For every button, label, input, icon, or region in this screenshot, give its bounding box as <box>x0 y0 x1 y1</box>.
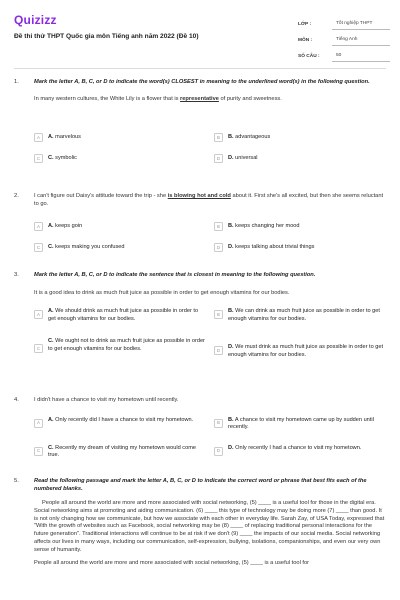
worksheet-meta <box>298 14 390 62</box>
option-a[interactable] <box>34 133 206 142</box>
option-grid <box>34 133 386 163</box>
option-letter-box: D <box>214 346 223 355</box>
option-letter-box: A <box>34 310 43 319</box>
option-grid <box>34 307 386 359</box>
option-text: Only recently I had a chance to visit my hometown. <box>235 444 362 451</box>
option-text: We should drink as much fruit juice as possible in order to get enough vitamins for our bodies. <box>48 308 199 322</box>
option-text: advantageous <box>235 134 271 141</box>
option-letter-box: B <box>214 310 223 319</box>
option-letter-box: B <box>214 419 223 428</box>
option-text: marvelous <box>55 134 81 141</box>
option-grid <box>34 416 386 460</box>
option-text: We can drink as much fruit juice as possible in order to get enough vitamins for our bodies. <box>228 308 380 322</box>
option-letter-box: A <box>34 419 43 428</box>
option-letter-box: C <box>34 154 43 163</box>
option-letter-box: B <box>214 133 223 142</box>
option-text: symbolic <box>55 155 77 162</box>
option-text: Only recently did I have a chance to visit my hometown. <box>55 416 194 423</box>
question-number: 5. <box>14 478 19 484</box>
meta-key: SỐ CÂU : <box>298 53 320 59</box>
stem-text: about it. First she's all excited, but then she seems reluctant to go. <box>34 193 384 207</box>
option-letter-box: C <box>34 344 43 353</box>
option-letter-box: C <box>34 447 43 456</box>
meta-value: Tiếng Anh <box>332 37 390 46</box>
option-a[interactable] <box>34 307 206 323</box>
option-d[interactable] <box>214 337 386 359</box>
option-c[interactable] <box>34 154 206 163</box>
meta-value: 50 <box>332 53 390 62</box>
question-stem <box>34 96 386 104</box>
option-letter-box: D <box>214 243 223 252</box>
option-c[interactable] <box>34 243 206 252</box>
option-b[interactable] <box>214 307 386 323</box>
underlined-phrase: is blowing hot and cold <box>167 193 231 199</box>
reading-passage <box>34 500 386 568</box>
option-label: B. <box>228 416 234 423</box>
option-a[interactable] <box>34 222 206 231</box>
option-text: keeps goin <box>55 223 83 230</box>
option-label: A. <box>48 223 54 230</box>
option-label: D. <box>228 344 234 351</box>
stem-text: of purity and sweetness. <box>218 95 282 102</box>
option-c[interactable] <box>34 444 206 460</box>
option-label: C. <box>48 338 54 345</box>
option-text: We ought not to drink as much fruit juice as possible in order to get enough vitamins for our bodies. <box>48 338 205 353</box>
option-label: A. <box>48 416 54 423</box>
worksheet-header <box>0 0 400 66</box>
question-number: 1. <box>14 79 19 85</box>
option-label: B. <box>228 223 234 230</box>
option-text: keeps talking about trivial things <box>235 244 315 251</box>
meta-row-count <box>298 46 390 62</box>
option-text: We must drink as much fruit juice as possible in order to get enough vitamins for our bodies. <box>228 344 384 359</box>
question-1 <box>14 79 386 163</box>
option-d[interactable] <box>214 444 386 460</box>
meta-row-subject <box>298 30 390 46</box>
underlined-phrase: representative <box>180 95 219 102</box>
meta-row-class <box>298 14 390 30</box>
worksheet-title: Đề thi thử THPT Quốc gia môn Tiếng anh năm 2022 (Đề 10) <box>14 33 199 40</box>
quizizz-logo: Quizizz <box>14 13 57 27</box>
question-2 <box>14 193 386 252</box>
option-d[interactable] <box>214 243 386 252</box>
option-text: universal <box>235 155 258 162</box>
option-b[interactable] <box>214 133 386 142</box>
question-instruction: Read the following passage and mark the letter A, B, C, or D to indicate the correct word or phrase that best fits each of the numbered blanks. <box>34 478 367 492</box>
option-label: D. <box>228 444 234 451</box>
option-label: C. <box>48 155 54 162</box>
option-b[interactable] <box>214 416 386 432</box>
option-letter-box: B <box>214 222 223 231</box>
option-d[interactable] <box>214 154 386 163</box>
option-text: keeps making you confused <box>55 244 125 251</box>
option-b[interactable] <box>214 222 386 231</box>
option-label: A. <box>48 308 54 315</box>
option-label: B. <box>228 308 234 315</box>
option-a[interactable] <box>34 416 206 432</box>
question-stem: It is a good idea to drink as much fruit juice as possible in order to get enough vitamins for our bodies. <box>34 289 290 296</box>
passage-paragraph: People all around the world are more and more associated with social networking, (5) ____ is a useful tool for <box>34 560 310 567</box>
passage-paragraph: People all around the world are more and more associated with social networking, (5) ____ is a useful tool for those in the digital era. Social networking aims at promoting and aiding communication. (6) ____ this type of technology may be doing more (7) ____ than good. It is not only changing how we communicate, but how we associate with each other in everyday life. Sarah Zay, of USA Today, expressed that "With the growth of websites such as Facebook, social networking may be (8) ____ of replacing traditional personal interactions for the future generation". Traditional interactions will continue to be at risk if we don't (9) ____ the impacts of our social media. Social networking affects our lives in many ways, including our communication, self-expression, bullying, isolations, companionships, and even our very own sense of humanity. <box>34 500 385 553</box>
question-5 <box>14 478 386 571</box>
option-label: C. <box>48 444 54 451</box>
option-c[interactable] <box>34 337 206 359</box>
question-3 <box>14 272 386 360</box>
option-label: A. <box>48 134 54 141</box>
question-number: 2. <box>14 193 19 199</box>
stem-text: In many western cultures, the White Lily is a flower that is <box>34 95 181 102</box>
header-divider <box>14 68 386 69</box>
option-text: Recently my dream of visiting my hometown would come true. <box>48 444 196 459</box>
option-letter-box: A <box>34 133 43 142</box>
option-grid <box>34 222 386 252</box>
option-label: C. <box>48 244 54 251</box>
option-label: D. <box>228 155 234 162</box>
meta-key: MÔN : <box>298 37 313 43</box>
option-text: A chance to visit my hometown came up by sudden until recently. <box>228 416 374 431</box>
option-text: keeps changing her mood <box>235 223 300 230</box>
option-label: B. <box>228 134 234 141</box>
question-4 <box>14 397 386 460</box>
stem-text: I can't figure out Daisy's attitude toward the trip - she <box>34 193 168 199</box>
question-number: 3. <box>14 272 19 278</box>
meta-value: Tốt nghiệp THPT <box>332 21 390 30</box>
option-letter-box: D <box>214 154 223 163</box>
question-stem <box>34 193 386 208</box>
question-instruction: Mark the letter A, B, C, or D to indicate the sentence that is closest in meaning to the following question. <box>34 272 316 278</box>
question-number: 4. <box>14 397 19 403</box>
option-letter-box: C <box>34 243 43 252</box>
question-stem: I didn't have a chance to visit my hometown until recently. <box>34 397 179 403</box>
meta-key: LỚP : <box>298 21 312 27</box>
option-letter-box: D <box>214 447 223 456</box>
option-label: D. <box>228 244 234 251</box>
question-instruction: Mark the letter A, B, C, or D to indicate the word(s) CLOSEST in meaning to the underlined word(s) in the following question. <box>34 79 370 85</box>
option-letter-box: A <box>34 222 43 231</box>
